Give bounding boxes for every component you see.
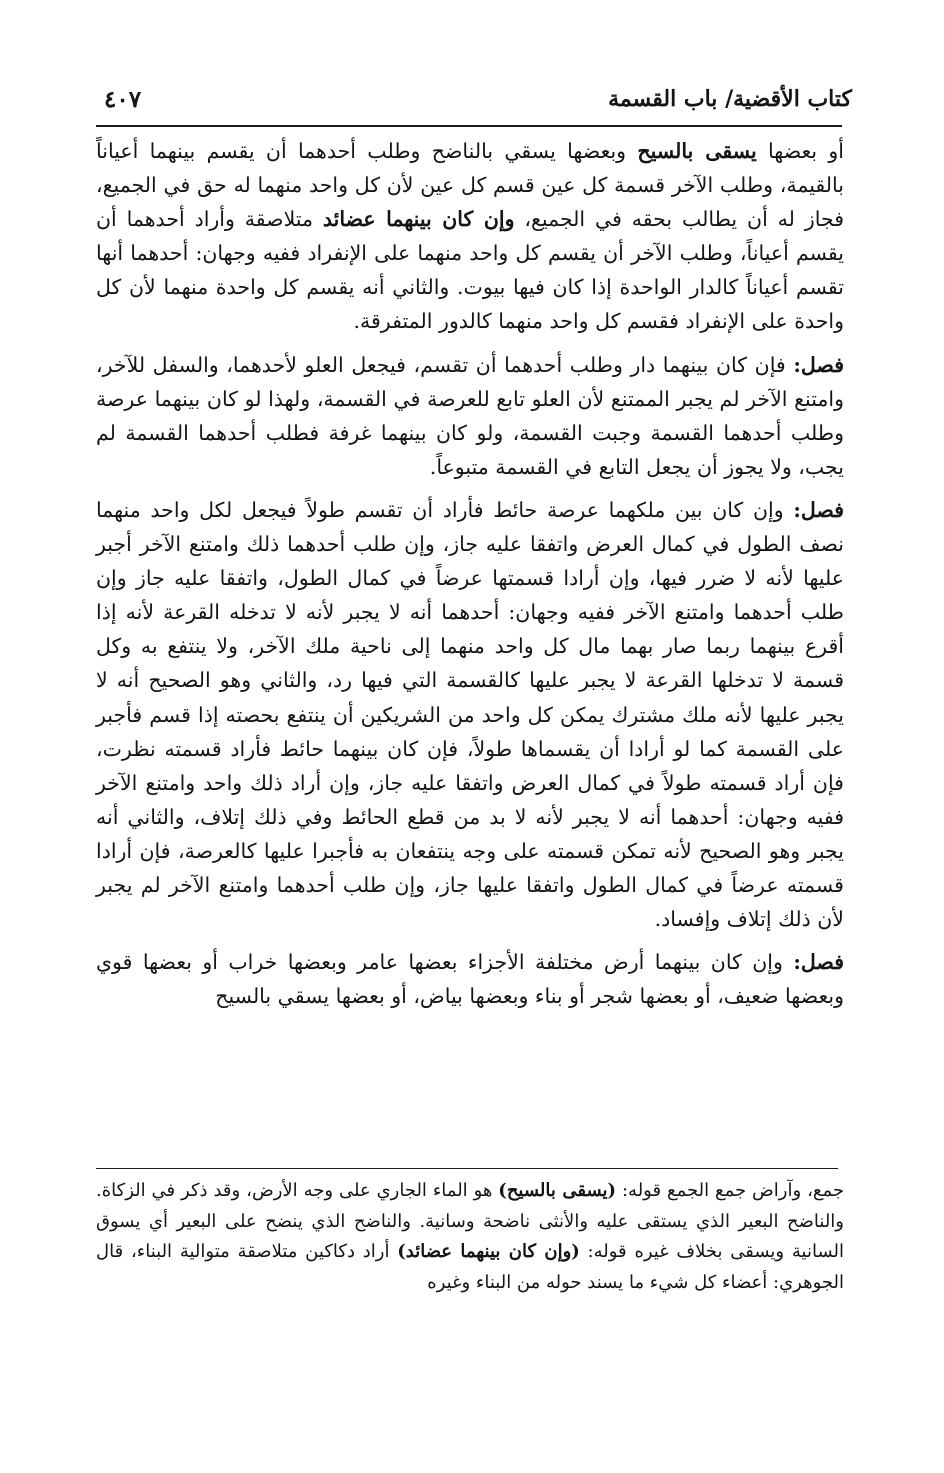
footnote-text-a: جمع، وآراض جمع الجمع قوله: [616, 1180, 844, 1201]
paragraph-1-text-b: وبعضها يسقي بالناضح وطلب أحدهما أن يقسم بينهما أعياناً بالقيمة، وطلب الآخر قسمة كل عين قسم كل عين لأن كل واحد منهما له حق في الجميع، فجاز له أن يطالب بحقه في الجميع، [96, 139, 844, 232]
paragraph-1-text-c: متلاصقة وأراد أحدهما أن يقسم أعياناً، وطلب الآخر أن يقسم كل واحد منهما على الإنفراد ففيه وجهان: أحدهما أنها تقسم أعياناً كالدار الواحدة إذا كان فيها بيوت. والثاني أنه يقسم كل واحدة منهما لأن كل واحدة على الإنفراد فقسم كل واحد منهما كالدور المتفرقة. [96, 207, 844, 334]
footnote-text-c: أراد دكاكين متلاصقة متوالية البناء، قال الجوهري: أعضاء كل شيء ما يسند حوله من البناء وغيره [96, 1241, 844, 1293]
paragraph-3 [96, 493, 844, 936]
paragraph-1 [96, 134, 844, 339]
paragraph-3-text: وإن كان بين ملكهما عرصة حائط فأراد أن تقسم طولاً فيجعل لكل واحد منهما نصف الطول في كمال العرض واتفقا عليه جاز، وإن طلب أحدهما ذلك وامتنع الآخر أجبر عليها لأنه لا ضرر فيها، وإن أرادا قسمتها عرضاً في كمال الطول، واتفقا عليه جاز وإن طلب أحدهما وامتنع الآخر ففيه وجهان: أحدهما أنه لا يجبر لأنه لا تدخله القرعة لأنه إذا أقرع بينهما ربما صار بهما مال كل واحد منهما إلى ناحية ملك الآخر، ولا ينتفع به وكل قسمة لا تدخلها القرعة لا يجبر عليها كالقسمة التي فيها رد، والثاني وهو الصحيح أنه لا يجبر عليها لأنه ملك مشترك يمكن كل واحد من الشريكين أن ينتفع بحصته إذا قسم فأجبر على القسمة كما لو أرادا أن يقسماها طولاً، فإن كان بينهما حائط فأراد قسمته نظرت، فإن أراد قسمته طولاً في كمال العرض واتفقا عليه جاز، وإن أراد ذلك واحد وامتنع الآخر ففيه وجهان: أحدهما أنه لا يجبر لأنه لا بد من قطع الحائط وفي ذلك إتلاف، والثاني أنه يجبر وهو الصحيح لأنه تمكن قسمته على وجه ينتفعان به فأجبرا عليها كالعرصة، فإن أرادا قسمته عرضاً في كمال الطول واتفقا عليها جاز، وإن طلب أحدهما وامتنع الآخر لم يجبر لأن ذلك إتلاف وإفساد. [96, 497, 844, 932]
footnote-emphasis-b: (وإن كان بينهما عضائد) [397, 1241, 580, 1262]
running-header [96, 86, 852, 120]
paragraph-1-text-a: أو بعضها [756, 139, 844, 163]
paragraph-2-text: فإن كان بينهما دار وطلب أحدهما أن تقسم، فيجعل العلو لأحدهما، والسفل للآخر، وامتنع الآخر لم يجبر الممتنع لأن العلو تابع للعرصة في القسمة، ولهذا لو كان بينهما عرصة وطلب أحدهما القسمة وجبت القسمة، ولو كان بينهما غرفة فطلب أحدهما القسمة لم يجب، ولا يجوز أن يجعل التابع في القسمة متبوعاً. [96, 352, 844, 479]
paragraph-4-text: وإن كان بينهما أرض مختلفة الأجزاء بعضها عامر وبعضها خراب أو بعضها قوي وبعضها ضعيف، أو بعضها شجر أو بناء وبعضها بياض، أو بعضها يسقي بالسيح [96, 950, 844, 1009]
header-rule [96, 125, 842, 127]
footnote-rule [96, 1168, 838, 1169]
paragraph-4 [96, 945, 844, 1013]
running-title: كتاب الأقضية/ باب القسمة [608, 86, 852, 112]
footnote [96, 1176, 844, 1298]
page-number: ٤٠٧ [104, 86, 142, 113]
footnote-text-b: هو الماء الجاري على وجه الأرض، وقد ذكر في الزكاة. والناضح البعير الذي يستقى عليه والأنثى ناضحة وسانية. والناضح الذي ينضح على البعير أي يسوق السانية ويسقى بخلاف غيره قوله: [96, 1180, 844, 1262]
section-heading: فصل: [793, 950, 844, 975]
section-heading: فصل: [793, 352, 844, 377]
paragraph-1-emphasis-a: يسقى بالسيح [637, 139, 757, 163]
footnote-emphasis-a: (يسقى بالسيح) [498, 1180, 617, 1201]
section-heading: فصل: [793, 497, 844, 522]
paragraph-1-emphasis-b: وإن كان بينهما عضائد [322, 207, 515, 232]
main-text [96, 134, 844, 1013]
paragraph-2 [96, 348, 844, 484]
